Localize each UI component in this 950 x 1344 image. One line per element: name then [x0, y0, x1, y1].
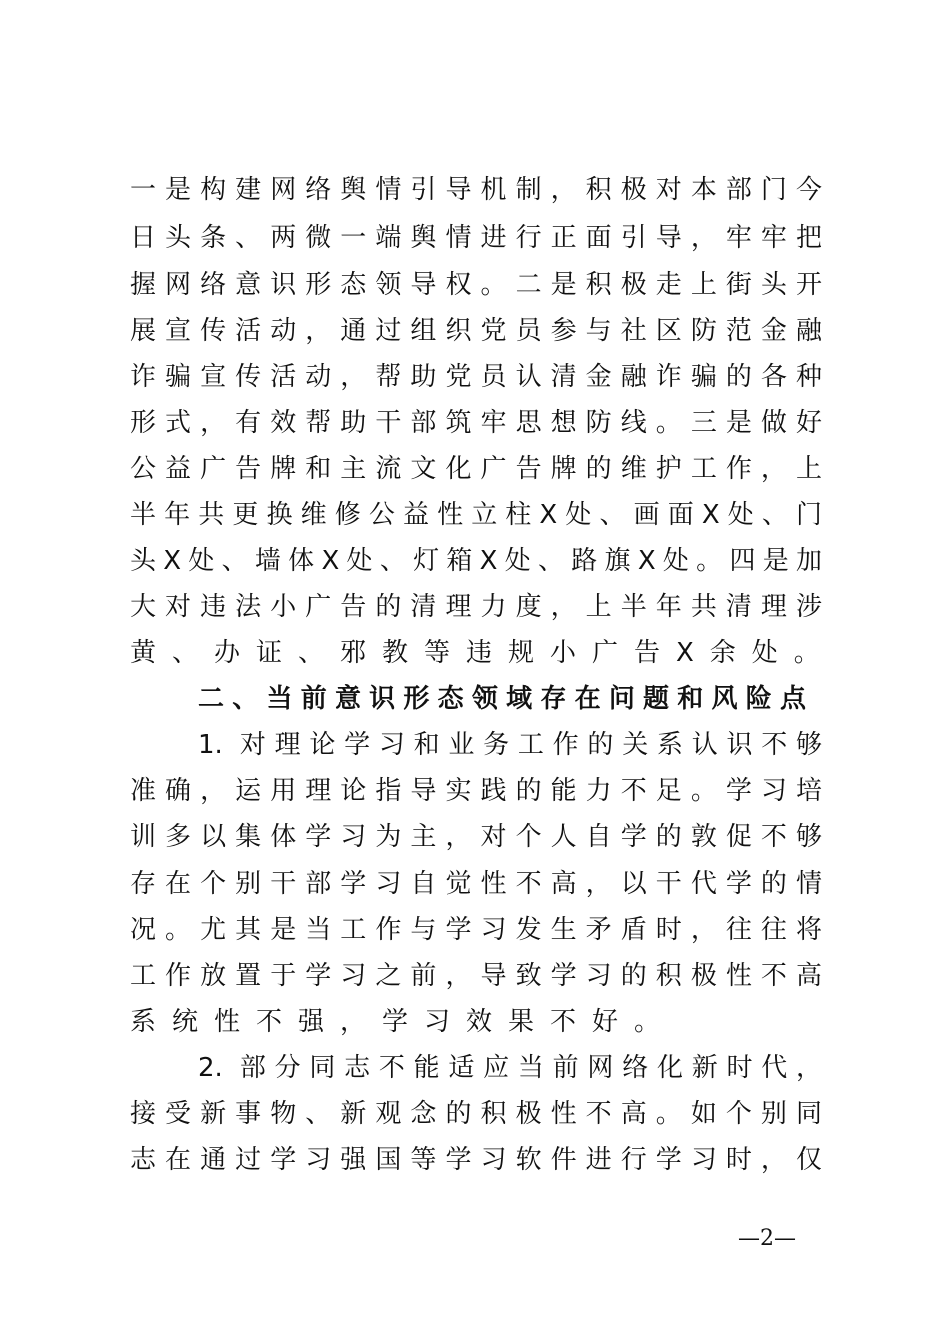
- paragraph-line: 系统性不强，学习效果不好。: [130, 1007, 677, 1037]
- paragraph-line: 半年共更换维修公益性立柱X处、画面X处、门: [130, 500, 822, 530]
- paragraph-line: 握网络意识形态领导权。二是积极走上街头开: [130, 270, 822, 300]
- paragraph-line: 大对违法小广告的清理力度，上半年共清理涉: [130, 592, 822, 622]
- paragraph-line: 诈骗宣传活动，帮助党员认清金融诈骗的各种: [130, 362, 822, 392]
- paragraph-line: 公益广告牌和主流文化广告牌的维护工作，上: [130, 454, 822, 484]
- paragraph-line: 一是构建网络舆情引导机制，积极对本部门今: [130, 175, 822, 205]
- page-number: —2—: [738, 1226, 796, 1251]
- paragraph-line: 况。尤其是当工作与学习发生矛盾时，往往将: [130, 915, 822, 945]
- paragraph-line: 2. 部分同志不能适应当前网络化新时代，: [198, 1053, 822, 1083]
- paragraph-line: 接受新事物、新观念的积极性不高。如个别同: [130, 1099, 822, 1129]
- section-heading: 二、当前意识形态领域存在问题和风险点: [198, 684, 806, 714]
- paragraph-line: 准确，运用理论指导实践的能力不足。学习培: [130, 776, 822, 806]
- paragraph-line: 形式，有效帮助干部筑牢思想防线。三是做好: [130, 408, 822, 438]
- paragraph-line: 展宣传活动，通过组织党员参与社区防范金融: [130, 316, 822, 346]
- paragraph-line: 1. 对理论学习和业务工作的关系认识不够: [198, 730, 822, 760]
- paragraph-line: 工作放置于学习之前，导致学习的积极性不高: [130, 961, 822, 991]
- paragraph-line: 志在通过学习强国等学习软件进行学习时，仅: [130, 1145, 822, 1175]
- paragraph-line: 存在个别干部学习自觉性不高，以干代学的情: [130, 869, 822, 899]
- paragraph-line: 黄、办证、邪教等违规小广告X余处。: [130, 638, 836, 668]
- paragraph-line: 日头条、两微一端舆情进行正面引导，牢牢把: [130, 223, 822, 253]
- paragraph-line: 训多以集体学习为主，对个人自学的敦促不够: [130, 822, 822, 852]
- paragraph-line: 头X处、墙体X处、灯箱X处、路旗X处。四是加: [130, 546, 822, 576]
